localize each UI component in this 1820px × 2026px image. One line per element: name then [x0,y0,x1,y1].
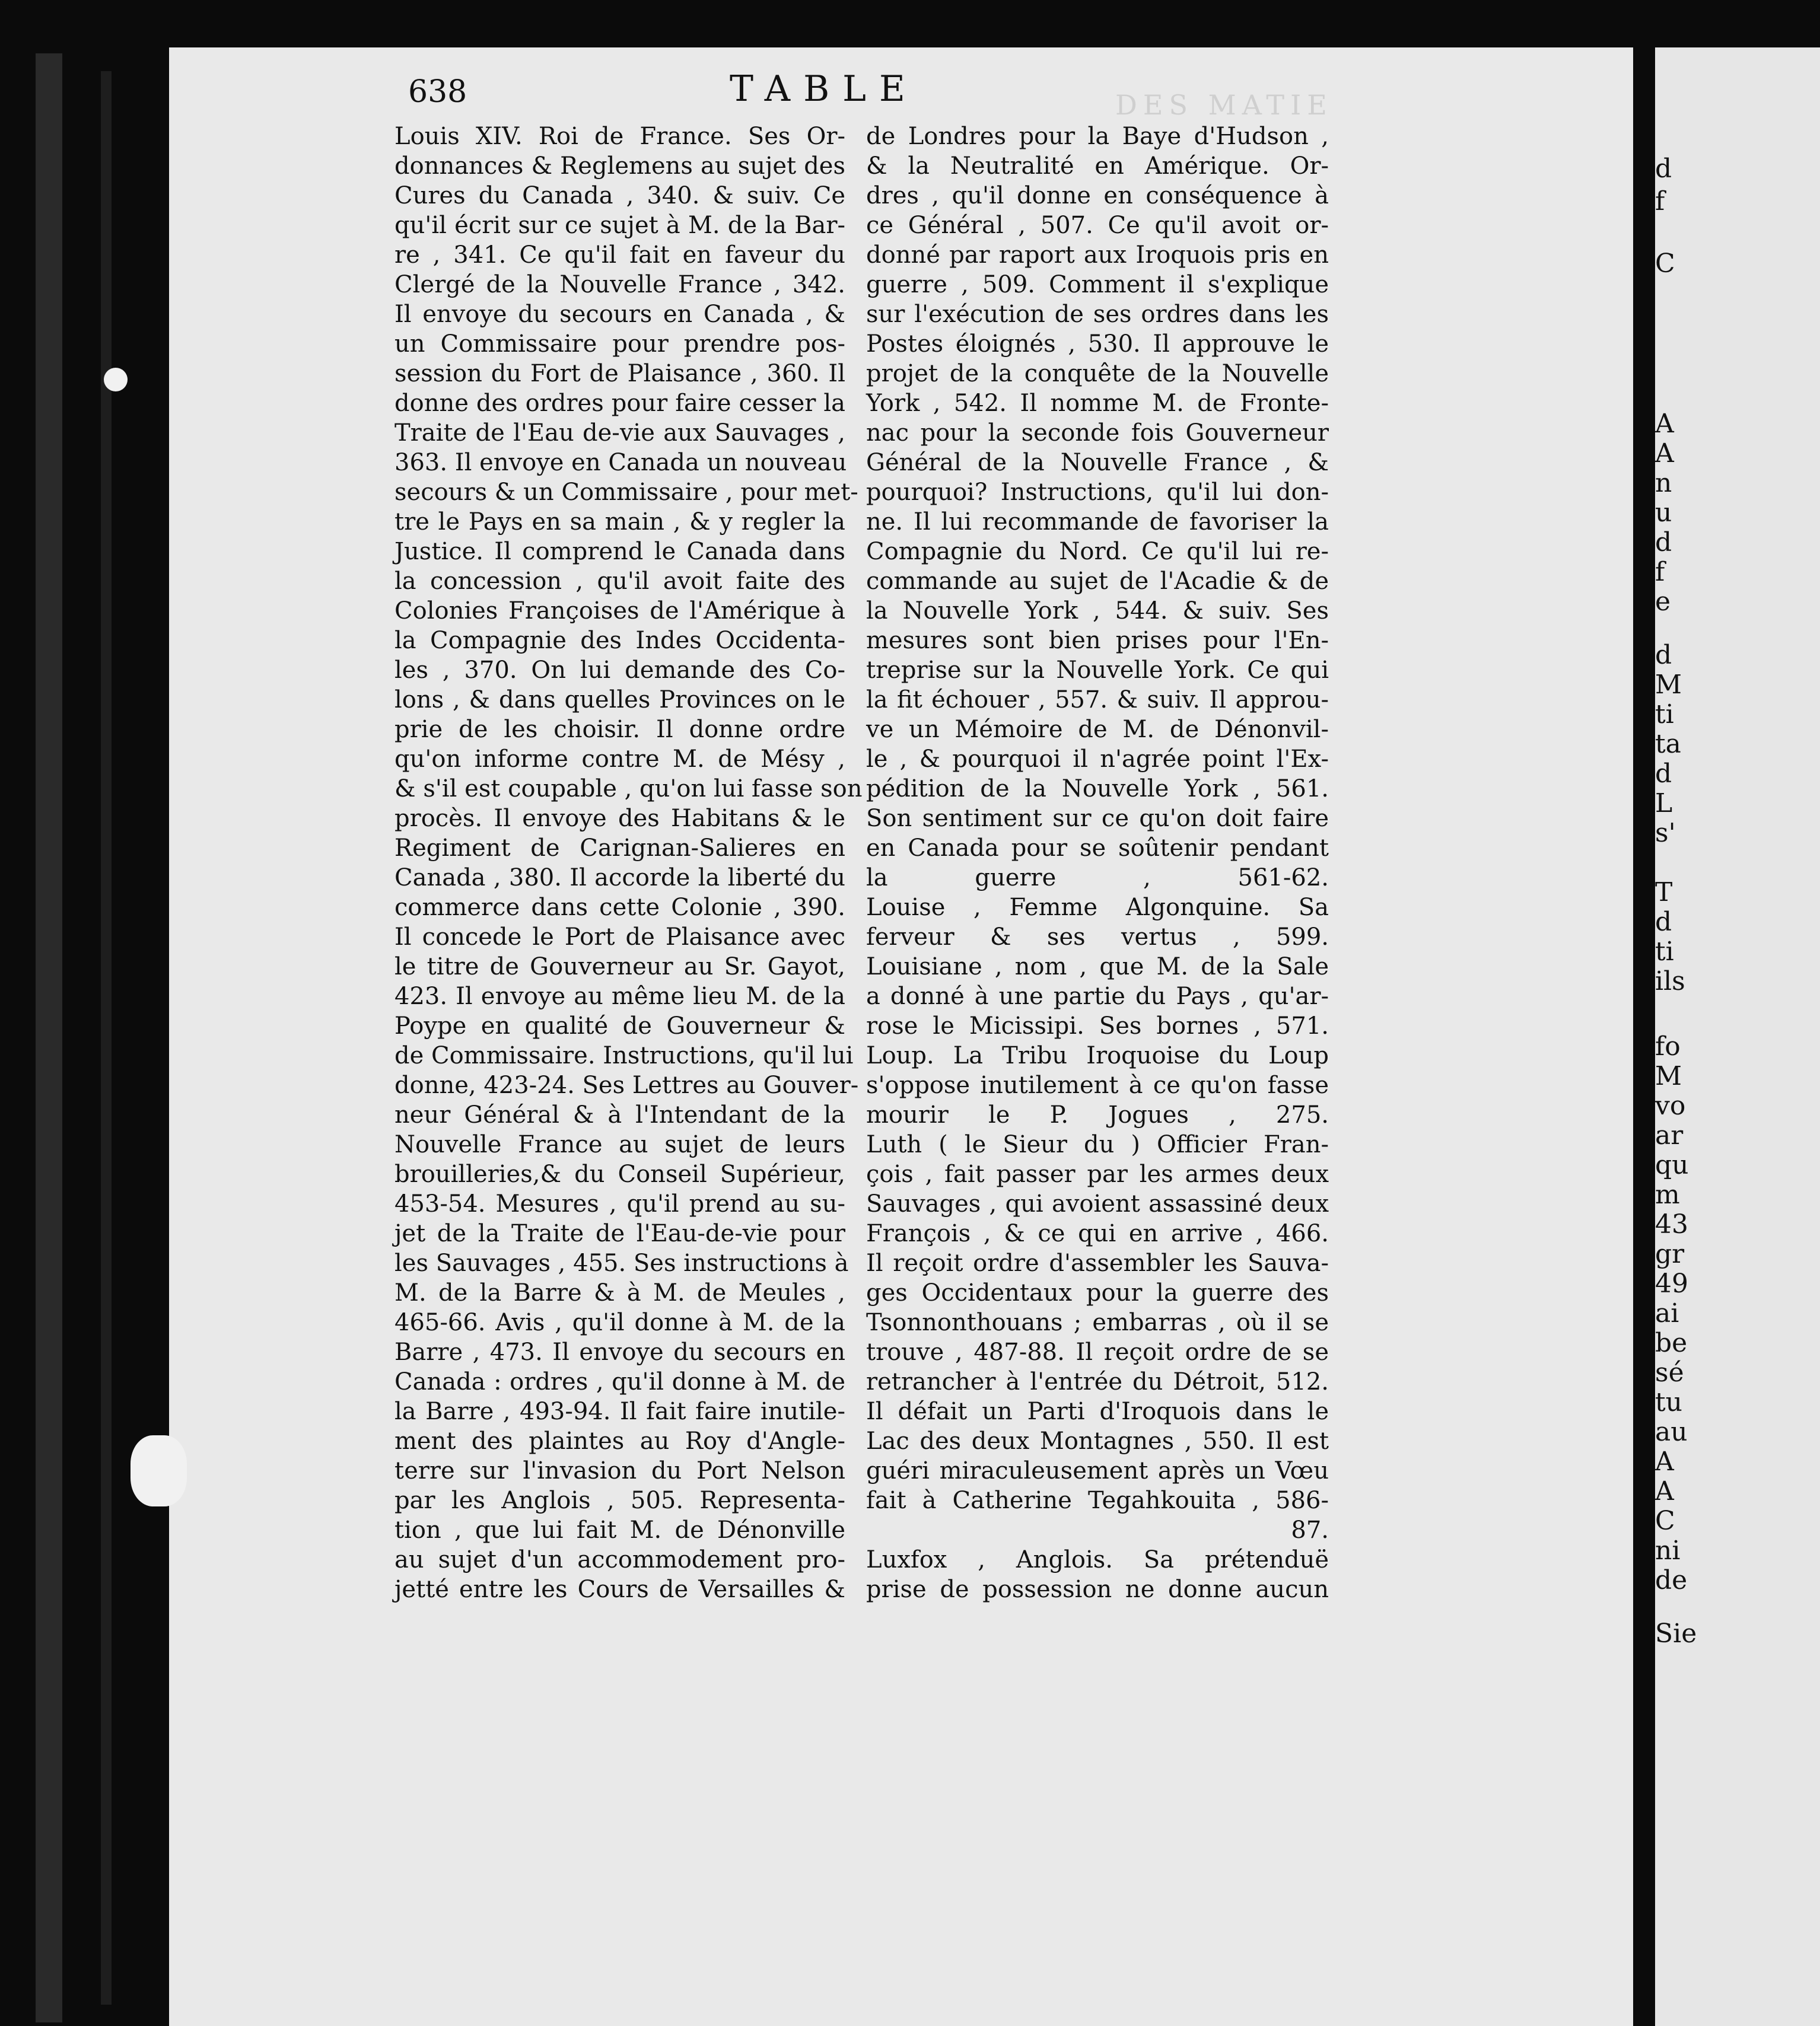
text-line: rose le Micissipi. Ses bornes , 571. [866,1012,1329,1040]
text-line: sur l'exécution de ses ordres dans les [866,301,1329,328]
text-line: secours & un Commissaire , pour met- [394,479,858,506]
next-page-fragment: 43 [1655,1209,1688,1240]
text-line: nac pour la seconde fois Gouverneur [866,419,1329,447]
bleed-through-text: DES MATIE [1115,89,1333,121]
text-line: mourir le P. Jogues , 275. [866,1101,1329,1129]
next-page-fragment: ta [1655,729,1681,759]
text-line: Il défait un Parti d'Iroquois dans le [866,1398,1329,1425]
text-line: Louisiane , nom , que M. de la Sale [866,953,1329,980]
text-line: François , & ce qui en arrive , 466. [866,1220,1329,1247]
page-number: 638 [408,74,467,110]
text-line: guerre , 509. Comment il s'explique [866,271,1329,298]
next-page-fragment: de [1655,1565,1688,1595]
next-page-fragment: e [1655,587,1671,617]
next-page-fragment: ni [1655,1536,1681,1566]
index-column-right [866,122,1329,1604]
text-line: Luth ( le Sieur du ) Officier Fran- [866,1131,1329,1158]
text-line: guéri miraculeusement après un Vœu [866,1457,1329,1485]
text-line: ment des plaintes au Roy d'Angle- [394,1428,845,1455]
next-page-fragment: ar [1655,1120,1684,1151]
next-page-fragment: C [1655,1506,1675,1536]
next-page-fragment: d [1655,154,1672,184]
text-line: par les Anglois , 505. Representa- [394,1487,845,1514]
next-page-fragment: fo [1655,1031,1681,1062]
text-line: tre le Pays en sa main , & y regler la [394,508,845,536]
text-line: procès. Il envoye des Habitans & le [394,805,845,832]
text-line: s'oppose inutilement à ce qu'on fasse [866,1072,1329,1099]
text-line: Il concede le Port de Plaisance avec [394,923,845,951]
next-page-fragment: u [1655,498,1672,528]
text-line: commerce dans cette Colonie , 390. [394,894,845,921]
text-line: brouilleries,& du Conseil Supérieur, [394,1161,845,1188]
paper-tear [131,1435,187,1506]
text-line: la Nouvelle York , 544. & suiv. Ses [866,597,1329,625]
text-line: Canada , 380. Il accorde la liberté du [394,864,845,891]
text-line: la guerre , 561-62. [866,864,1329,891]
text-line: Colonies Françoises de l'Amérique à [394,597,845,625]
text-line: Lac des deux Montagnes , 550. Il est [866,1428,1329,1455]
text-line: dres , qu'il donne en conséquence à [866,182,1329,209]
text-line: Clergé de la Nouvelle France , 342. [394,271,845,298]
next-page-fragment: A [1655,1476,1674,1506]
text-line: a donné à une partie du Pays , qu'ar- [866,983,1329,1010]
text-line: Son sentiment sur ce qu'on doit faire [866,805,1329,832]
text-line: çois , fait passer par les armes deux [866,1161,1329,1188]
text-line: les Sauvages , 455. Ses instructions à [394,1250,849,1277]
text-line: 363. Il envoye en Canada un nouveau [394,449,847,476]
text-line: un Commissaire pour prendre pos- [394,330,845,358]
text-line: la fit échouer , 557. & suiv. Il approu- [866,686,1329,713]
next-page-fragment: d [1655,640,1672,670]
text-line: Sauvages , qui avoient assassiné deux [866,1190,1329,1218]
text-line: en Canada pour se soûtenir pendant [866,834,1329,862]
running-head: TABLE [730,68,918,110]
text-line: ne. Il lui recommande de favoriser la [866,508,1329,536]
text-line: les , 370. On lui demande des Co- [394,657,845,684]
text-line: Louise , Femme Algonquine. Sa [866,894,1329,921]
text-line: qu'on informe contre M. de Mésy , [394,746,845,773]
text-line: donne des ordres pour faire cesser la [394,390,845,417]
text-line: la Compagnie des Indes Occidenta- [394,627,845,654]
text-line: donne, 423-24. Ses Lettres au Gouver- [394,1072,859,1099]
text-line: prise de possession ne donne aucun [866,1576,1329,1603]
next-page-fragment: ai [1655,1298,1679,1329]
text-line: donné par raport aux Iroquois pris en [866,241,1329,269]
text-line: lons , & dans quelles Provinces on le [394,686,845,713]
text-line: Loup. La Tribu Iroquoise du Loup [866,1042,1329,1069]
text-line: Tsonnonthouans ; embarras , où il se [866,1309,1329,1336]
text-line: ges Occidentaux pour la guerre des [866,1279,1329,1307]
text-line: M. de la Barre & à M. de Meules , [394,1279,845,1307]
text-line: ferveur & ses vertus , 599. [866,923,1329,951]
text-line: treprise sur la Nouvelle York. Ce qui [866,657,1329,684]
text-line: donnances & Reglemens au sujet des [394,152,845,180]
next-page-fragment: n [1655,468,1672,498]
text-line: Il envoye du secours en Canada , & [394,301,845,328]
text-line: & s'il est coupable , qu'on lui fasse son [394,775,863,802]
text-line: mesures sont bien prises pour l'En- [866,627,1329,654]
next-page-fragment: Sie [1655,1619,1697,1649]
text-line: au sujet d'un accommodement pro- [394,1546,845,1573]
next-page-fragment: d [1655,527,1672,558]
text-line: prie de les choisir. Il donne ordre [394,716,845,743]
text-line: tion , que lui fait M. de Dénonville [394,1517,845,1544]
next-page-fragment: ils [1655,966,1685,996]
text-line: re , 341. Ce qu'il fait en faveur du [394,241,845,269]
text-line: jet de la Traite de l'Eau-de-vie pour [394,1220,845,1247]
text-line: neur Général & à l'Intendant de la [394,1101,845,1129]
text-line: le titre de Gouverneur au Sr. Gayot, [394,953,845,980]
text-line: qu'il écrit sur ce sujet à M. de la Bar- [394,212,845,239]
text-line: York , 542. Il nomme M. de Fronte- [866,390,1329,417]
next-page-fragment: M [1655,670,1682,700]
next-page-fragment: m [1655,1180,1680,1210]
text-line: ce Général , 507. Ce qu'il avoit or- [866,212,1329,239]
next-page-fragment: C [1655,249,1675,279]
text-line: commande au sujet de l'Acadie & de [866,568,1329,595]
text-line: de Londres pour la Baye d'Hudson , [866,123,1329,150]
next-page-fragment: vo [1655,1091,1686,1121]
text-line: pourquoi? Instructions, qu'il lui don- [866,479,1329,506]
text-line: Canada : ordres , qu'il donne à M. de [394,1368,845,1396]
text-line: Compagnie du Nord. Ce qu'il lui re- [866,538,1329,565]
text-line: projet de la conquête de la Nouvelle [866,360,1329,387]
text-line: 465-66. Avis , qu'il donne à M. de la [394,1309,845,1336]
text-line: Traite de l'Eau de-vie aux Sauvages , [394,419,845,447]
text-line: de Commissaire. Instructions, qu'il lui [394,1042,854,1069]
text-line: Poype en qualité de Gouverneur & [394,1012,845,1040]
next-page-fragment: ti [1655,936,1674,967]
next-page-edge [1655,47,1820,2026]
text-line: Postes éloignés , 530. Il approuve le [866,330,1329,358]
next-page-fragment: au [1655,1417,1688,1447]
text-line: Nouvelle France au sujet de leurs [394,1131,845,1158]
next-page-fragment: s' [1655,818,1676,848]
text-line: 423. Il envoye au même lieu M. de la [394,983,845,1010]
next-page-fragment: d [1655,759,1672,789]
text-line: Barre , 473. Il envoye du secours en [394,1339,845,1366]
text-line: Cures du Canada , 340. & suiv. Ce [394,182,845,209]
text-line: Regiment de Carignan-Salieres en [394,834,845,862]
next-page-fragment: sé [1655,1358,1684,1388]
next-page-fragment: M [1655,1061,1682,1091]
text-line: Louis XIV. Roi de France. Ses Or- [394,123,845,150]
next-page-fragment: L [1655,788,1673,818]
next-page-fragment: tu [1655,1387,1683,1417]
next-page-fragment: A [1655,438,1674,469]
book-binding-shadow [101,71,112,2005]
text-line: la concession , qu'il avoit faite des [394,568,845,595]
next-page-fragment: qu [1655,1150,1689,1180]
paper-speck [104,368,128,391]
text-line: le , & pourquoi il n'agrée point l'Ex- [866,746,1329,773]
text-line: Il reçoit ordre d'assembler les Sauva- [866,1250,1329,1277]
text-line: & la Neutralité en Amérique. Or- [866,152,1329,180]
text-line: pédition de la Nouvelle York , 561. [866,775,1329,802]
text-line: ve un Mémoire de M. de Dénonvil- [866,716,1329,743]
next-page-fragment: 49 [1655,1269,1688,1299]
next-page-fragment: d [1655,907,1672,937]
next-page-fragment: T [1655,877,1673,907]
text-line: fait à Catherine Tegahkouita , 586- [866,1487,1329,1514]
next-page-fragment: f [1655,557,1665,587]
text-line: 87. [1291,1517,1329,1544]
next-page-fragment: f [1655,186,1665,216]
next-page-fragment: gr [1655,1239,1685,1269]
text-line: Luxfox , Anglois. Sa prétenduë [866,1546,1329,1573]
text-line: 453-54. Mesures , qu'il prend au su- [394,1190,845,1218]
next-page-fragment: A [1655,409,1674,439]
next-page-fragment: A [1655,1447,1674,1477]
book-binding-edge [36,53,62,2022]
text-line: Justice. Il comprend le Canada dans [394,538,845,565]
text-line: trouve , 487-88. Il reçoit ordre de se [866,1339,1329,1366]
text-line: terre sur l'invasion du Port Nelson [394,1457,845,1485]
text-line: la Barre , 493-94. Il fait faire inutile- [394,1398,845,1425]
text-line: Général de la Nouvelle France , & [866,449,1329,476]
index-column-left [394,122,863,1604]
next-page-fragment: be [1655,1328,1688,1358]
next-page-fragment: ti [1655,699,1674,730]
text-line: retrancher à l'entrée du Détroit, 512. [866,1368,1329,1396]
text-line: jetté entre les Cours de Versailles & [394,1576,845,1603]
text-line: session du Fort de Plaisance , 360. Il [394,360,845,387]
